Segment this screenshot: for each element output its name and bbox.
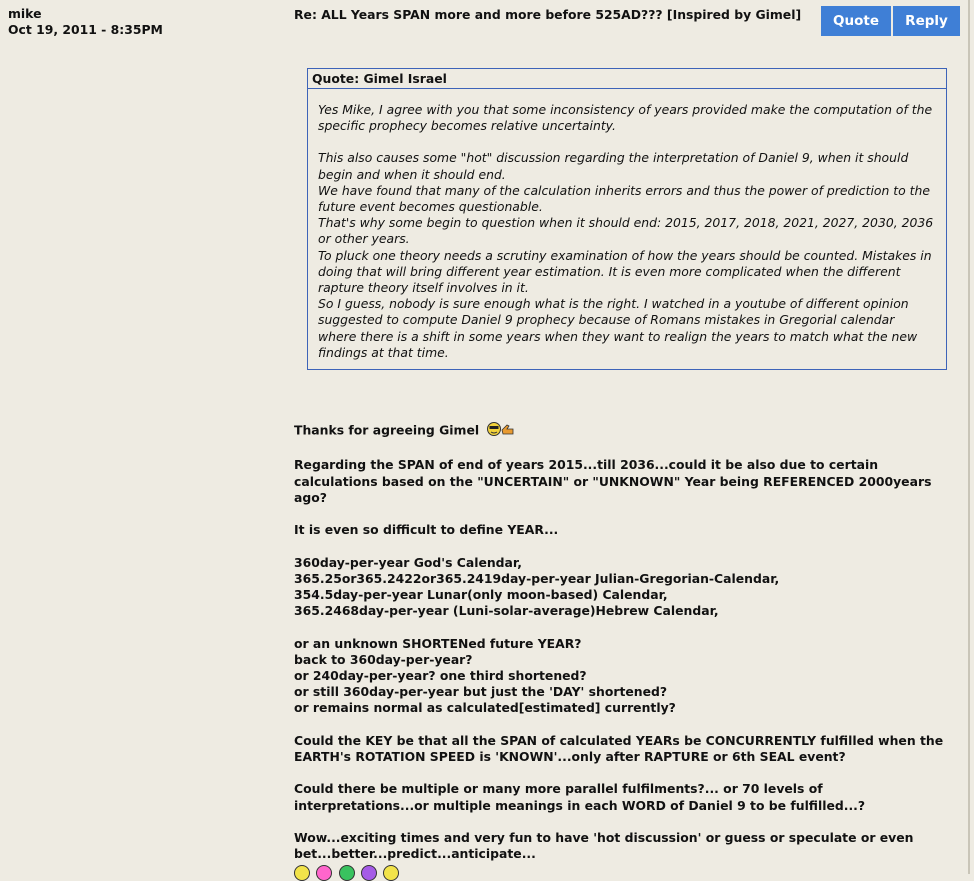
- question-item: or remains normal as calculated[estimated] currently?: [294, 700, 676, 716]
- question-item: or an unknown SHORTENed future YEAR?: [294, 635, 582, 651]
- quote-paragraph: So I guess, nobody is sure enough what is the right. I watched in a youtube of different opinion suggested to compute Daniel 9 prophecy because of Romans mistakes in Gregorial calendar where there is a shift in some years when they want to realign the years to match what the new findings at that time.: [318, 296, 918, 360]
- emoji-row: [294, 865, 954, 881]
- quote-body: [308, 89, 946, 361]
- post-subject: Re: ALL Years SPAN more and more before 525AD??? [Inspired by Gimel]: [294, 7, 802, 22]
- quote-block: [307, 68, 947, 370]
- years-list: [294, 555, 954, 620]
- body-paragraph: Wow...exciting times and very fun to have 'hot discussion' or guess or speculate or even bet...better...predict...anticipate...: [294, 829, 914, 862]
- body-paragraph: Regarding the SPAN of end of years 2015...till 2036...could it be also due to certain calculations based on the "UNCERTAIN" or "UNKNOWN" Year being REFERENCED 2000years ago?: [294, 457, 932, 505]
- body-paragraph: Could the KEY be that all the SPAN of calculated YEARs be CONCURRENTLY fulfilled when the EARTH's ROTATION SPEED is 'KNOWN'...only after RAPTURE or 6th SEAL event?: [294, 732, 944, 764]
- quote-paragraph: To pluck one theory needs a scrutiny examination of how the years should be counted. Mistakes in doing that will bring different year estimation. It is even more complicated when the different rapture theory itself involves in it.: [318, 247, 932, 296]
- thanks-line: [294, 421, 954, 441]
- quote-spacer: [318, 134, 936, 150]
- author-name[interactable]: mike: [8, 6, 42, 21]
- laughing-icon: [316, 865, 332, 881]
- reply-button[interactable]: Reply: [893, 6, 960, 36]
- year-item: 354.5day-per-year Lunar(only moon-based) Calendar,: [294, 586, 668, 602]
- quote-paragraph: That's why some begin to question when it should end: 2015, 2017, 2018, 2021, 2027, 2030, 2036 or other years.: [318, 215, 934, 247]
- post-date: Oct 19, 2011 - 8:35PM: [8, 22, 163, 37]
- quote-button[interactable]: Quote: [821, 6, 891, 36]
- quote-paragraph: This also causes some "hot" discussion regarding the interpretation of Daniel 9, when it should begin and when it should end.: [318, 150, 909, 182]
- question-item: or still 360day-per-year but just the 'DAY' shortened?: [294, 684, 668, 700]
- quote-header: Quote: Gimel Israel: [308, 69, 946, 89]
- post-author: [8, 6, 163, 38]
- year-item: 360day-per-year God's Calendar,: [294, 554, 522, 570]
- thumbs-up-icon: [487, 421, 515, 441]
- confused-icon: [383, 865, 399, 881]
- thanks-text: Thanks for agreeing Gimel: [294, 422, 480, 438]
- questions-list: [294, 636, 954, 717]
- year-item: 365.2468day-per-year (Luni-solar-average)Hebrew Calendar,: [294, 603, 719, 619]
- question-item: back to 360day-per-year?: [294, 651, 473, 667]
- smiley-icon: [294, 865, 310, 881]
- question-item: or 240day-per-year? one third shortened?: [294, 667, 587, 683]
- quote-paragraph: We have found that many of the calculation inherits errors and thus the power of prediction to the future event becomes questionable.: [318, 182, 930, 215]
- year-item: 365.25or365.2422or365.2419day-per-year Julian-Gregorian-Calendar,: [294, 570, 780, 586]
- purple-smiley-icon: [361, 865, 377, 881]
- body-paragraph: Could there be multiple or many more parallel fulfilments?... or 70 levels of interpretations...or multiple meanings in each WORD of Daniel 9 to be fulfilled...?: [294, 781, 866, 813]
- alien-icon: [339, 865, 355, 881]
- body-paragraph: It is even so difficult to define YEAR...: [294, 522, 559, 538]
- post-body: [294, 421, 954, 881]
- quote-paragraph: Yes Mike, I agree with you that some inconsistency of years provided make the computation of the specific prophecy becomes relative uncertainty.: [318, 102, 933, 134]
